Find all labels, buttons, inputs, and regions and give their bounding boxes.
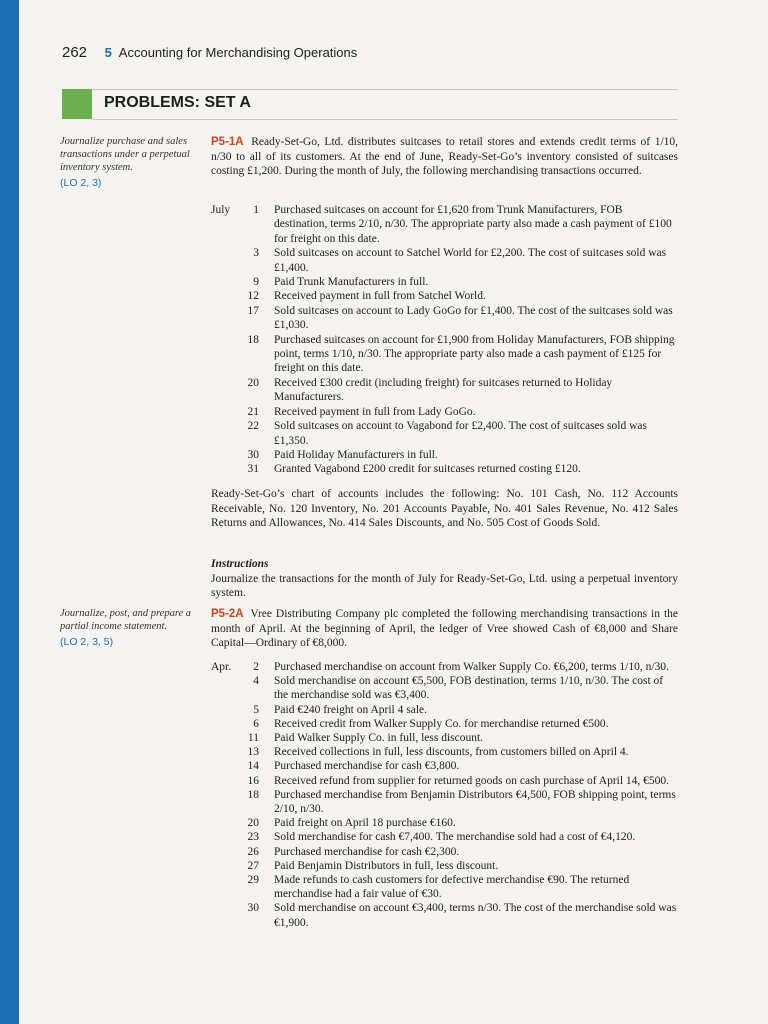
transaction-row bbox=[211, 448, 678, 462]
transaction-month bbox=[211, 717, 241, 731]
transaction-day: 3 bbox=[253, 247, 259, 260]
chapter-number: 5 bbox=[104, 45, 112, 60]
transaction-month bbox=[211, 289, 241, 303]
transaction-month bbox=[211, 448, 241, 462]
transaction-text: Sold merchandise on account €5,500, FOB destination, terms 1/10, n/30. The cost of the merchandise sold was €3,400. bbox=[274, 675, 664, 702]
transaction-text: Made refunds to cash customers for defective merchandise €90. The returned merchandise had a fair value of €30. bbox=[274, 874, 630, 901]
p1-id: P5-1A bbox=[211, 136, 244, 148]
transaction-day: 9 bbox=[253, 276, 259, 289]
transaction-row bbox=[211, 333, 678, 376]
transaction-day: 2 bbox=[253, 661, 259, 673]
transaction-month bbox=[211, 246, 241, 275]
transaction-row bbox=[211, 703, 678, 717]
p1-transaction-list bbox=[211, 203, 678, 477]
p1-instructions-heading: Instructions bbox=[211, 558, 269, 570]
transaction-text: Purchased merchandise for cash €2,300. bbox=[274, 845, 460, 858]
transaction-text: Received payment in full from Lady GoGo. bbox=[274, 405, 476, 418]
transaction-day: 18 bbox=[247, 333, 259, 346]
side-color-bar bbox=[0, 0, 19, 1024]
transaction-day: 16 bbox=[247, 774, 259, 787]
transaction-day: 17 bbox=[247, 304, 259, 317]
transaction-day: 30 bbox=[247, 448, 259, 461]
transaction-text: Received collections in full, less discounts, from customers billed on April 4. bbox=[274, 746, 629, 759]
transaction-text: Received payment in full from Satchel World. bbox=[274, 290, 486, 303]
transaction-row bbox=[211, 405, 678, 419]
section-marker bbox=[62, 89, 92, 119]
transaction-text: Sold suitcases on account to Lady GoGo for £1,400. The cost of the suitcases sold was £1,030. bbox=[274, 304, 673, 332]
p2-id: P5-2A bbox=[211, 608, 244, 620]
transaction-day: 30 bbox=[247, 902, 259, 915]
transaction-text: Paid Walker Supply Co. in full, less discount. bbox=[274, 732, 484, 745]
transaction-day: 21 bbox=[247, 405, 259, 418]
transaction-text: Paid freight on April 18 purchase €160. bbox=[274, 817, 456, 830]
transaction-row bbox=[211, 462, 678, 476]
transaction-day: 18 bbox=[247, 788, 259, 801]
transaction-month bbox=[211, 830, 241, 844]
transaction-row bbox=[211, 745, 678, 759]
transaction-row bbox=[211, 289, 678, 303]
transaction-month bbox=[211, 376, 241, 405]
transaction-month bbox=[211, 462, 241, 476]
title-rule-bottom bbox=[92, 119, 678, 120]
chapter-title: Accounting for Merchandising Operations bbox=[118, 45, 358, 60]
p2-learning-objectives: (LO 2, 3, 5) bbox=[60, 636, 114, 648]
transaction-day: 14 bbox=[247, 760, 259, 773]
running-header bbox=[62, 44, 357, 61]
p1-instructions bbox=[211, 557, 678, 601]
p1-margin-note bbox=[60, 135, 200, 190]
transaction-row bbox=[211, 901, 678, 929]
transaction-day: 12 bbox=[247, 290, 259, 303]
transaction-day: 5 bbox=[253, 703, 259, 716]
transaction-month bbox=[211, 788, 241, 816]
p2-intro-text: Vree Distributing Company plc completed the following merchandising transactions in the month of April. At the beginning of April, the ledger of Vree showed Cash of €8,000 and Share Capital—Ordinary of €8,000. bbox=[211, 608, 678, 649]
p1-margin-text: Journalize purchase and sales transactions under a perpetual inventory system. bbox=[60, 136, 190, 173]
transaction-text: Sold suitcases on account to Satchel World for £2,200. The cost of suitcases sold was £1,400. bbox=[274, 247, 667, 274]
transaction-row bbox=[211, 246, 678, 275]
p1-intro-text: Ready-Set-Go, Ltd. distributes suitcases to retail stores and extends credit terms of 1/10, n/30 to all of its customers. At the end of June, Ready-Set-Go’s inventory consisted of suitcases costing £1,200. During the month of July, the following merchandising transactions occurred. bbox=[211, 136, 679, 177]
transaction-text: Purchased merchandise on account from Walker Supply Co. €6,200, terms 1/10, n/30. bbox=[274, 661, 669, 673]
transaction-day: 22 bbox=[247, 420, 259, 433]
transaction-month bbox=[211, 731, 241, 745]
transaction-row bbox=[211, 275, 678, 289]
section-title: PROBLEMS: SET A bbox=[104, 94, 251, 111]
transaction-month bbox=[211, 304, 241, 333]
p1-learning-objectives: (LO 2, 3) bbox=[60, 177, 102, 189]
transaction-text: Purchased suitcases on account for £1,900 from Holiday Manufacturers, FOB shipping point, terms 1/10, n/30. The appropriate party also made a cash payment of £125 for freight on this date. bbox=[274, 333, 675, 375]
transaction-day: 20 bbox=[247, 376, 259, 389]
transaction-row bbox=[211, 816, 678, 830]
transaction-day: 6 bbox=[253, 717, 259, 730]
transaction-row bbox=[211, 674, 678, 702]
transaction-day: 11 bbox=[247, 732, 259, 745]
transaction-row bbox=[211, 304, 678, 333]
transaction-day: 1 bbox=[253, 204, 259, 216]
transaction-day: 31 bbox=[247, 463, 259, 476]
p2-intro bbox=[211, 607, 678, 651]
transaction-day: 26 bbox=[247, 845, 259, 858]
transaction-month bbox=[211, 873, 241, 901]
transaction-day: 4 bbox=[253, 675, 259, 688]
transaction-text: Received credit from Walker Supply Co. for merchandise returned €500. bbox=[274, 717, 609, 730]
transaction-month bbox=[211, 859, 241, 873]
transaction-month bbox=[211, 674, 241, 702]
p1-chart-of-accounts: Ready-Set-Go’s chart of accounts includes the following: No. 101 Cash, No. 112 Accounts Receivable, No. 120 Inventory, No. 201 Accounts Payable, No. 401 Sales Revenue, No. 412 Sales Returns and Allowances, No. 414 Sales Discounts, and No. 505 Cost of Goods Sold. bbox=[211, 488, 678, 529]
transaction-text: Paid Benjamin Distributors in full, less discount. bbox=[274, 859, 499, 872]
transaction-row bbox=[211, 660, 678, 674]
transaction-month bbox=[211, 816, 241, 830]
transaction-month: Apr. bbox=[211, 661, 232, 673]
p1-instructions-text: Journalize the transactions for the month of July for Ready-Set-Go, Ltd. using a perpetual inventory system. bbox=[211, 572, 678, 599]
transaction-row bbox=[211, 759, 678, 773]
transaction-day: 23 bbox=[247, 831, 259, 844]
transaction-row bbox=[211, 774, 678, 788]
transaction-text: Paid €240 freight on April 4 sale. bbox=[274, 703, 427, 716]
transaction-text: Purchased merchandise from Benjamin Distributors €4,500, FOB shipping point, terms 2/10, n/30. bbox=[274, 788, 676, 816]
page-number: 262 bbox=[62, 44, 88, 61]
transaction-row bbox=[211, 376, 678, 405]
p2-margin-text: Journalize, post, and prepare a partial income statement. bbox=[60, 608, 192, 632]
transaction-text: Purchased suitcases on account for £1,620 from Trunk Manufacturers, FOB destination, terms 2/10, n/30. The appropriate party also made a cash payment of £100 for freight on this date. bbox=[274, 204, 672, 245]
transaction-day: 27 bbox=[247, 859, 259, 872]
transaction-day: 13 bbox=[247, 746, 259, 759]
transaction-month bbox=[211, 845, 241, 859]
transaction-month: July bbox=[211, 204, 231, 216]
transaction-text: Sold merchandise for cash €7,400. The merchandise sold had a cost of €4,120. bbox=[274, 831, 636, 844]
transaction-text: Paid Holiday Manufacturers in full. bbox=[274, 448, 438, 461]
transaction-month bbox=[211, 333, 241, 376]
transaction-row bbox=[211, 830, 678, 844]
transaction-row bbox=[211, 717, 678, 731]
transaction-day: 29 bbox=[247, 874, 259, 887]
transaction-month bbox=[211, 901, 241, 929]
transaction-text: Paid Trunk Manufacturers in full. bbox=[274, 276, 429, 289]
p2-margin-note bbox=[60, 607, 200, 649]
title-rule-top bbox=[92, 89, 678, 90]
p2-transaction-list bbox=[211, 660, 678, 930]
transaction-row bbox=[211, 731, 678, 745]
transaction-day: 20 bbox=[247, 817, 259, 830]
transaction-month bbox=[211, 759, 241, 773]
transaction-month bbox=[211, 275, 241, 289]
transaction-row bbox=[211, 859, 678, 873]
transaction-row bbox=[211, 203, 678, 246]
transaction-text: Received refund from supplier for returned goods on cash purchase of April 14, €500. bbox=[274, 774, 670, 787]
transaction-text: Sold merchandise on account €3,400, terms n/30. The cost of the merchandise sold was €1,900. bbox=[274, 902, 677, 929]
transaction-row bbox=[211, 873, 678, 901]
transaction-text: Sold suitcases on account to Vagabond for £2,400. The cost of suitcases sold was £1,350. bbox=[274, 420, 647, 447]
transaction-text: Received £300 credit (including freight) for suitcases returned to Holiday Manufacturers. bbox=[274, 376, 613, 404]
transaction-row bbox=[211, 845, 678, 859]
p1-intro bbox=[211, 135, 678, 179]
transaction-text: Granted Vagabond £200 credit for suitcases returned costing £120. bbox=[274, 463, 581, 476]
transaction-month bbox=[211, 745, 241, 759]
transaction-row bbox=[211, 788, 678, 816]
transaction-text: Purchased merchandise for cash €3,800. bbox=[274, 760, 460, 773]
transaction-month bbox=[211, 419, 241, 448]
transaction-row bbox=[211, 419, 678, 448]
transaction-month bbox=[211, 405, 241, 419]
transaction-month bbox=[211, 703, 241, 717]
transaction-month bbox=[211, 774, 241, 788]
